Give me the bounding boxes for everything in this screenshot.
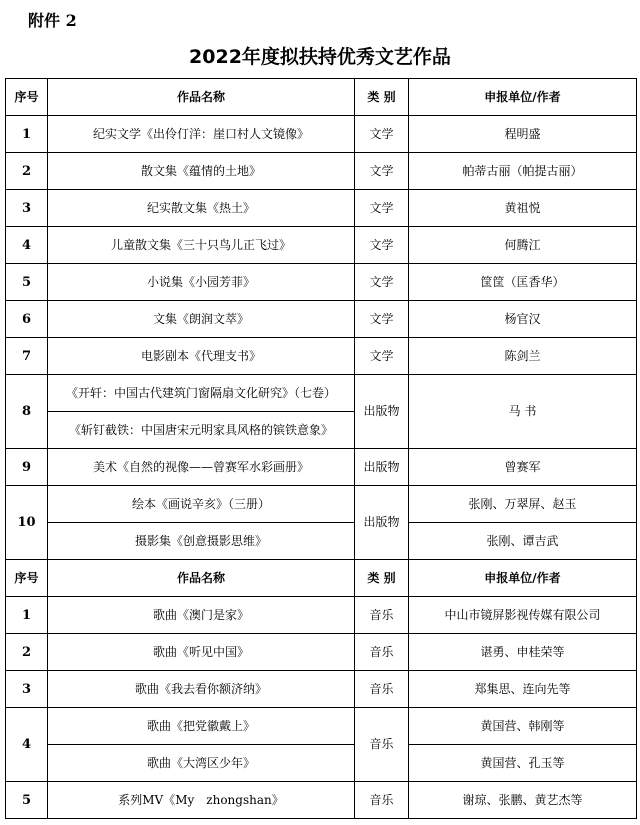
work-category: 文学 — [355, 116, 409, 153]
work-name: 纪实文学《出伶仃洋：崖口村人文镜像》 — [48, 116, 355, 153]
work-name: 歌曲《大湾区少年》 — [48, 745, 355, 782]
table-row — [6, 227, 637, 264]
work-category: 音乐 — [355, 782, 409, 819]
work-category: 文学 — [355, 264, 409, 301]
work-name: 歌曲《我去看你额济纳》 — [48, 671, 355, 708]
work-author: 程明盛 — [409, 116, 637, 153]
work-author: 黄祖悦 — [409, 190, 637, 227]
header-name: 作品名称 — [48, 560, 355, 597]
work-name: 歌曲《澳门是家》 — [48, 597, 355, 634]
table-row — [6, 338, 637, 375]
work-author: 郑集思、连向先等 — [409, 671, 637, 708]
work-author: 曾赛军 — [409, 449, 637, 486]
header-author: 申报单位/作者 — [409, 79, 637, 116]
row-no: 4 — [6, 708, 48, 782]
work-category: 音乐 — [355, 634, 409, 671]
row-no: 2 — [6, 153, 48, 190]
work-name: 《斩钉截铁：中国唐宋元明家具风格的镔铁意象》 — [48, 412, 355, 449]
work-name: 歌曲《听见中国》 — [48, 634, 355, 671]
work-name: 小说集《小园芳菲》 — [48, 264, 355, 301]
document-title: 2022年度拟扶持优秀文艺作品 — [189, 46, 451, 68]
work-name: 美术《自然的视像——曾赛军水彩画册》 — [48, 449, 355, 486]
work-name: 系列MV《My zhongshan》 — [48, 782, 355, 819]
work-category: 音乐 — [355, 708, 409, 782]
work-category: 出版物 — [355, 375, 409, 449]
table-row — [6, 449, 637, 486]
row-no: 3 — [6, 671, 48, 708]
work-author: 中山市镜屏影视传媒有限公司 — [409, 597, 637, 634]
table-row — [6, 153, 637, 190]
table-row — [6, 597, 637, 634]
attachment-label: 附件 2 — [28, 11, 77, 30]
header-author: 申报单位/作者 — [409, 560, 637, 597]
work-author: 谢琼、张鹏、黄艺杰等 — [409, 782, 637, 819]
row-no: 7 — [6, 338, 48, 375]
work-author: 马 书 — [409, 375, 637, 449]
table-row — [6, 116, 637, 153]
work-author: 何腾江 — [409, 227, 637, 264]
row-no: 9 — [6, 449, 48, 486]
table-row — [6, 523, 637, 560]
row-no: 6 — [6, 301, 48, 338]
row-no: 1 — [6, 116, 48, 153]
work-author: 帕蒂古丽（帕提古丽） — [409, 153, 637, 190]
works-table — [5, 78, 637, 819]
row-no: 10 — [6, 486, 48, 560]
work-category: 文学 — [355, 153, 409, 190]
header-no: 序号 — [6, 79, 48, 116]
work-name: 摄影集《创意摄影思维》 — [48, 523, 355, 560]
work-author: 黄国营、韩刚等 — [409, 708, 637, 745]
work-category: 文学 — [355, 227, 409, 264]
header-category: 类 别 — [355, 560, 409, 597]
table-row — [6, 486, 637, 523]
work-author: 筐筐（匡香华） — [409, 264, 637, 301]
work-name: 歌曲《把党徽戴上》 — [48, 708, 355, 745]
row-no: 3 — [6, 190, 48, 227]
work-author: 张刚、谭吉武 — [409, 523, 637, 560]
table-header-row — [6, 560, 637, 597]
work-author: 杨官汉 — [409, 301, 637, 338]
row-no: 2 — [6, 634, 48, 671]
work-author: 谌勇、申桂荣等 — [409, 634, 637, 671]
work-category: 文学 — [355, 301, 409, 338]
row-no: 1 — [6, 597, 48, 634]
table-header-row — [6, 79, 637, 116]
work-author: 张刚、万翠屏、赵玉 — [409, 486, 637, 523]
work-category: 音乐 — [355, 597, 409, 634]
work-author: 黄国营、孔玉等 — [409, 745, 637, 782]
work-name: 文集《朗润文萃》 — [48, 301, 355, 338]
table-row — [6, 671, 637, 708]
header-name: 作品名称 — [48, 79, 355, 116]
table-row — [6, 782, 637, 819]
row-no: 8 — [6, 375, 48, 449]
work-name: 纪实散文集《热土》 — [48, 190, 355, 227]
header-category: 类 别 — [355, 79, 409, 116]
work-name: 儿童散文集《三十只鸟儿正飞过》 — [48, 227, 355, 264]
work-author: 陈剑兰 — [409, 338, 637, 375]
header-no: 序号 — [6, 560, 48, 597]
work-name: 散文集《蕴情的土地》 — [48, 153, 355, 190]
work-category: 音乐 — [355, 671, 409, 708]
row-no: 4 — [6, 227, 48, 264]
work-category: 出版物 — [355, 449, 409, 486]
work-category: 出版物 — [355, 486, 409, 560]
table-row — [6, 634, 637, 671]
work-name: 《开轩：中国古代建筑门窗隔扇文化研究》（七卷） — [48, 375, 355, 412]
table-row — [6, 264, 637, 301]
work-category: 文学 — [355, 338, 409, 375]
table-row — [6, 301, 637, 338]
work-name: 绘本《画说辛亥》（三册） — [48, 486, 355, 523]
row-no: 5 — [6, 782, 48, 819]
work-name: 电影剧本《代理支书》 — [48, 338, 355, 375]
table-row — [6, 708, 637, 745]
work-category: 文学 — [355, 190, 409, 227]
table-row — [6, 745, 637, 782]
table-row — [6, 190, 637, 227]
row-no: 5 — [6, 264, 48, 301]
table-row — [6, 375, 637, 412]
